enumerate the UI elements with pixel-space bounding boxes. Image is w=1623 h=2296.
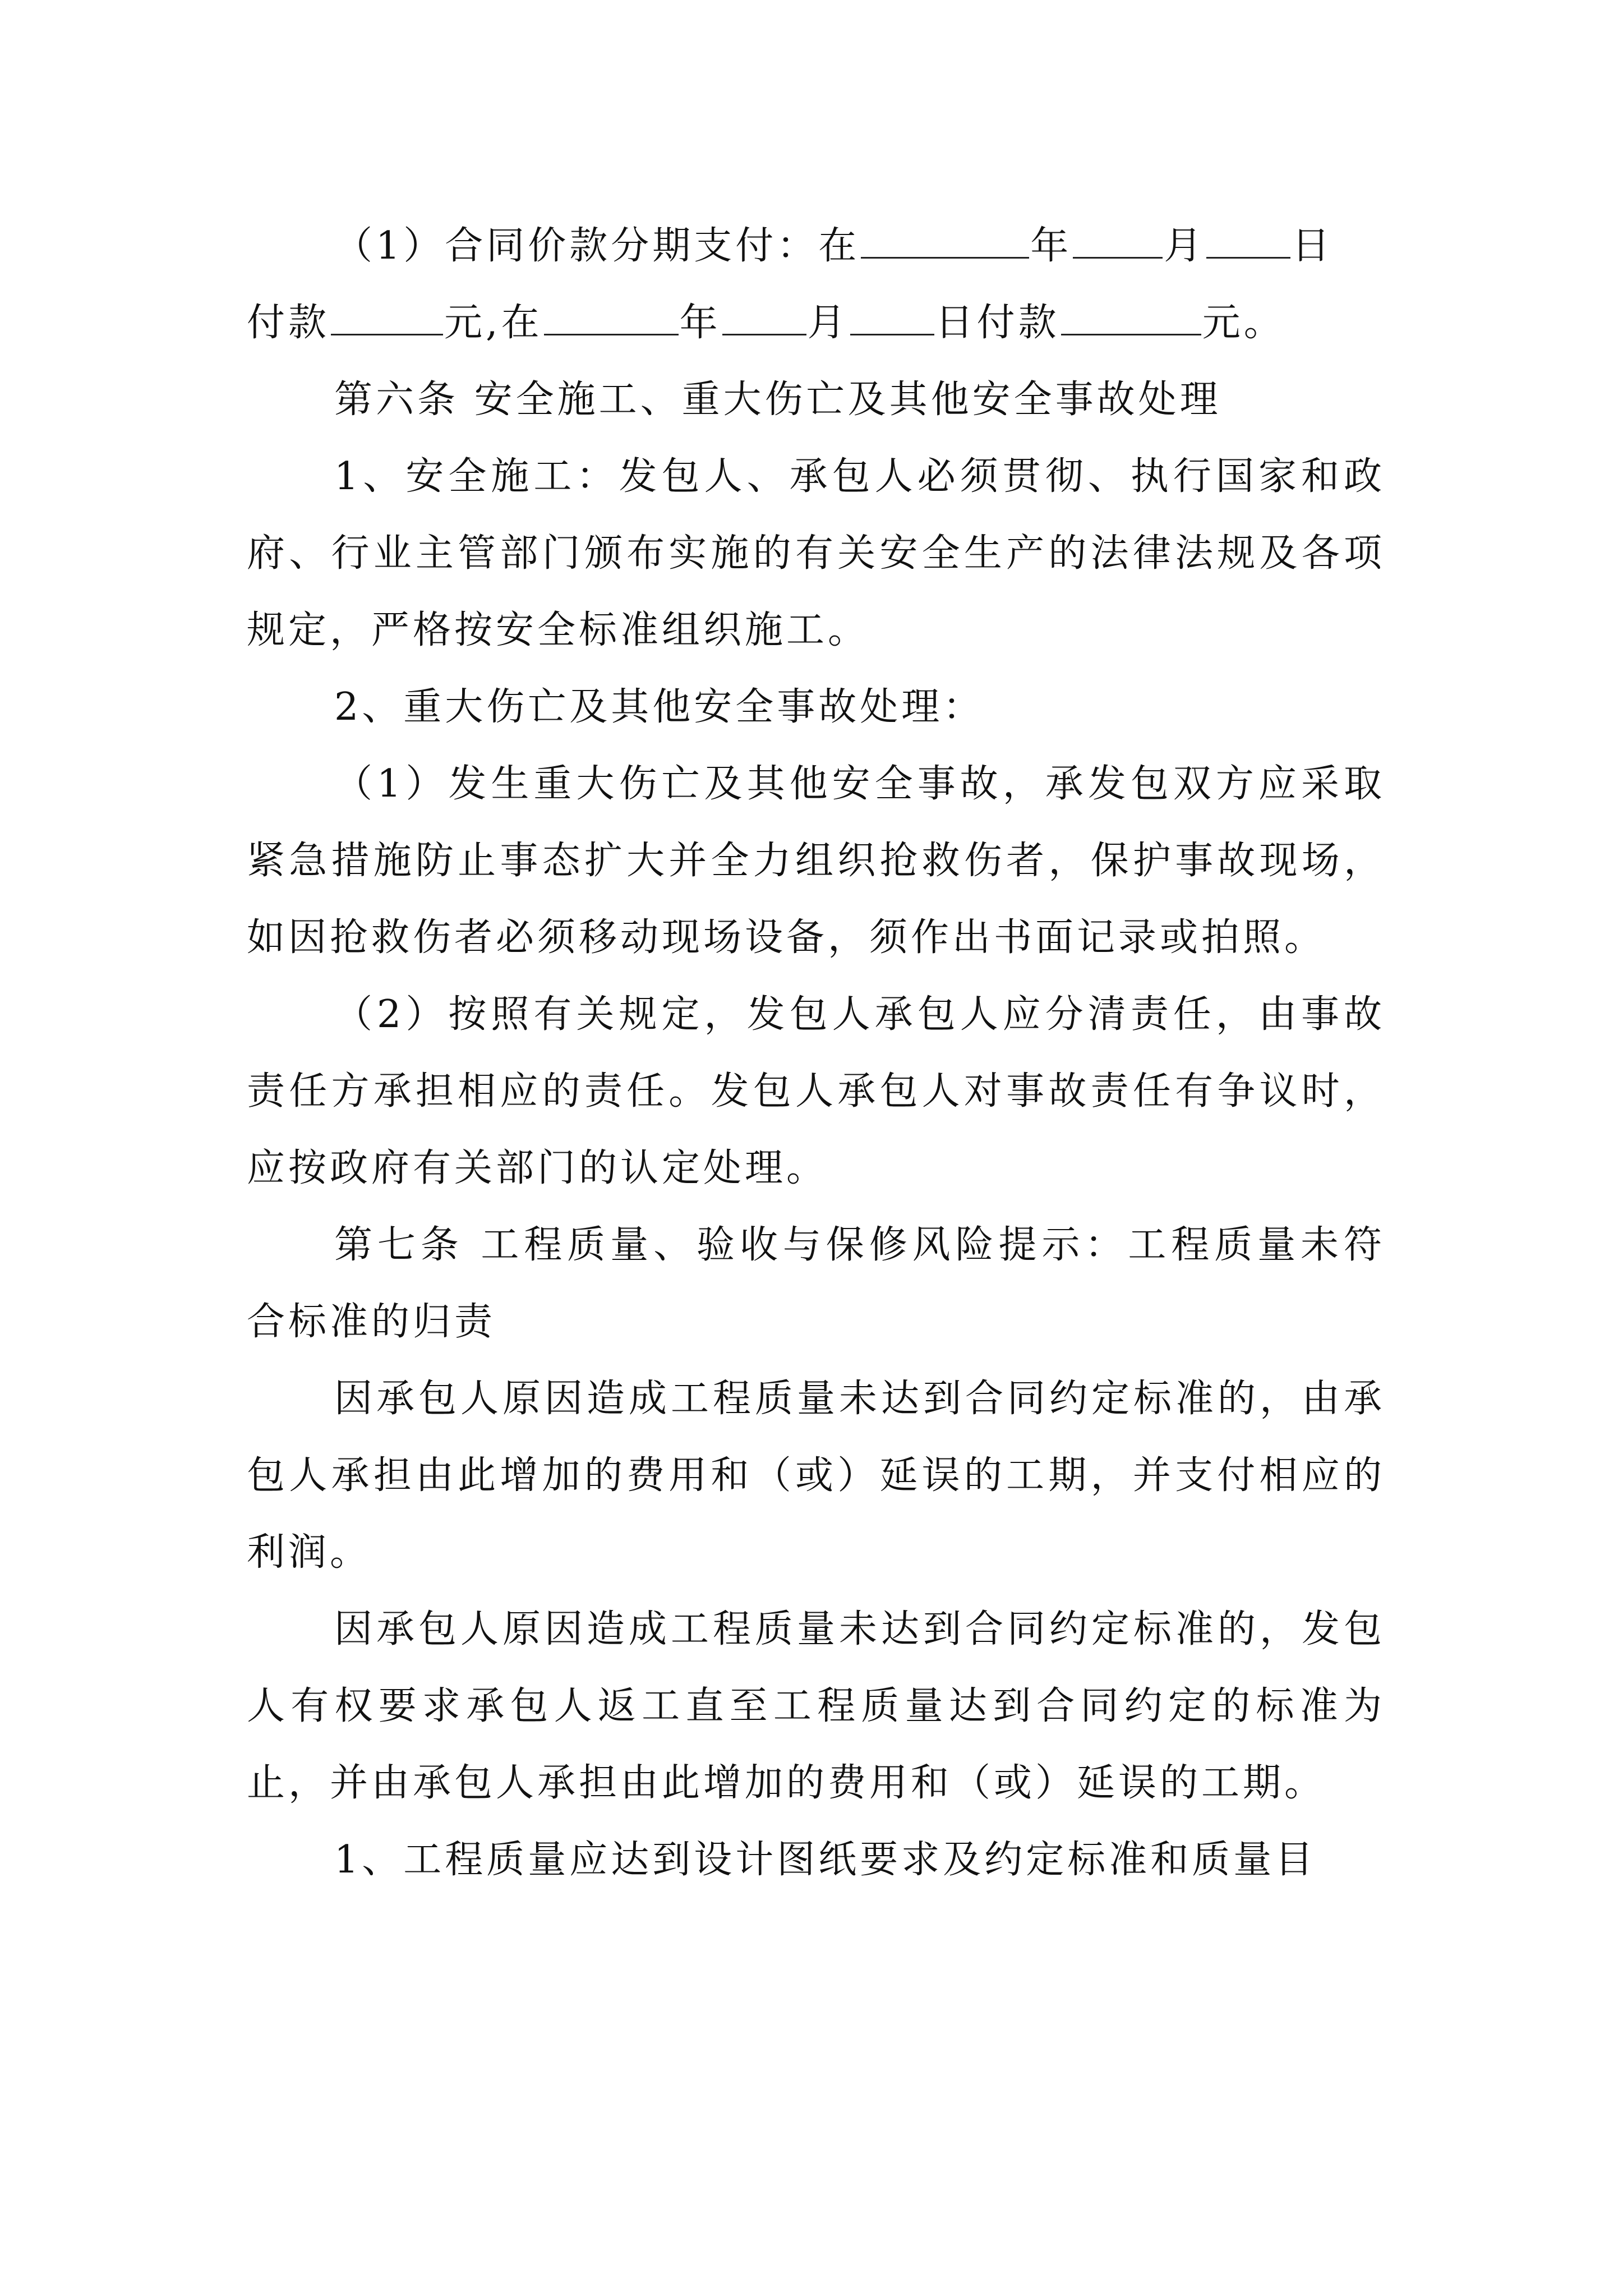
quality-liability-paragraph-1: 因承包人原因造成工程质量未达到合同约定标准的，由承包人承担由此增加的费用和（或）延误的工期，并支付相应的利润。 (247, 1377, 1385, 1575)
day-payment-label: 日付款 (935, 301, 1060, 345)
accident-liability-paragraph: （2）按照有关规定，发包人承包人应分清责任，由事故责任方承担相应的责任。发包人承包人对事故责任有争议时，应按政府有关部门的认定处理。 (247, 992, 1385, 1190)
year-blank (861, 222, 1029, 259)
amount-blank-2 (1061, 299, 1201, 335)
year-label-2: 年 (679, 301, 721, 345)
payment-prefix: （1）合同价款分期支付：在 (334, 224, 860, 268)
day-blank (1206, 222, 1290, 259)
month-label-2: 月 (807, 301, 849, 345)
payment-installment-line (247, 208, 1385, 284)
document-page (247, 208, 1385, 1898)
safe-construction-paragraph: 1、安全施工：发包人、承包人必须贯彻、执行国家和政府、行业主管部门颁布实施的有关安全生产的法律法规及各项规定，严格按安全标准组织施工。 (247, 454, 1385, 652)
accident-emergency-paragraph: （1）发生重大伤亡及其他安全事故，承发包双方应采取紧急措施防止事态扩大并全力组织抢救伤者，保护事故现场，如因抢救伤者必须移动现场设备，须作出书面记录或拍照。 (247, 762, 1385, 960)
month-label: 月 (1164, 224, 1206, 268)
article-6-heading: 第六条 安全施工、重大伤亡及其他安全事故处理 (334, 378, 1221, 422)
payment-amount-line (247, 284, 1385, 361)
year-label: 年 (1030, 224, 1072, 268)
accident-handling-heading: 2、重大伤亡及其他安全事故处理： (334, 685, 985, 729)
month-blank (1073, 222, 1163, 259)
quality-liability-paragraph-2: 因承包人原因造成工程质量未达到合同约定标准的，发包人有权要求承包人返工直至工程质量达到合同约定的标准为止，并由承包人承担由此增加的费用和（或）延误的工期。 (247, 1607, 1385, 1805)
article-7-heading: 第七条 工程质量、验收与保修风险提示：工程质量未符合标准的归责 (247, 1223, 1385, 1344)
quality-standard-paragraph: 1、工程质量应达到设计图纸要求及约定标准和质量目 (334, 1838, 1317, 1882)
amount-blank-1 (331, 299, 443, 335)
yuan-at-label: 元,在 (444, 301, 543, 345)
payment-label: 付款 (247, 301, 330, 345)
month-blank-2 (722, 299, 806, 335)
day-blank-2 (850, 299, 934, 335)
day-label: 日 (1292, 224, 1334, 268)
yuan-end-label: 元。 (1202, 301, 1285, 345)
year-blank-2 (544, 299, 679, 335)
